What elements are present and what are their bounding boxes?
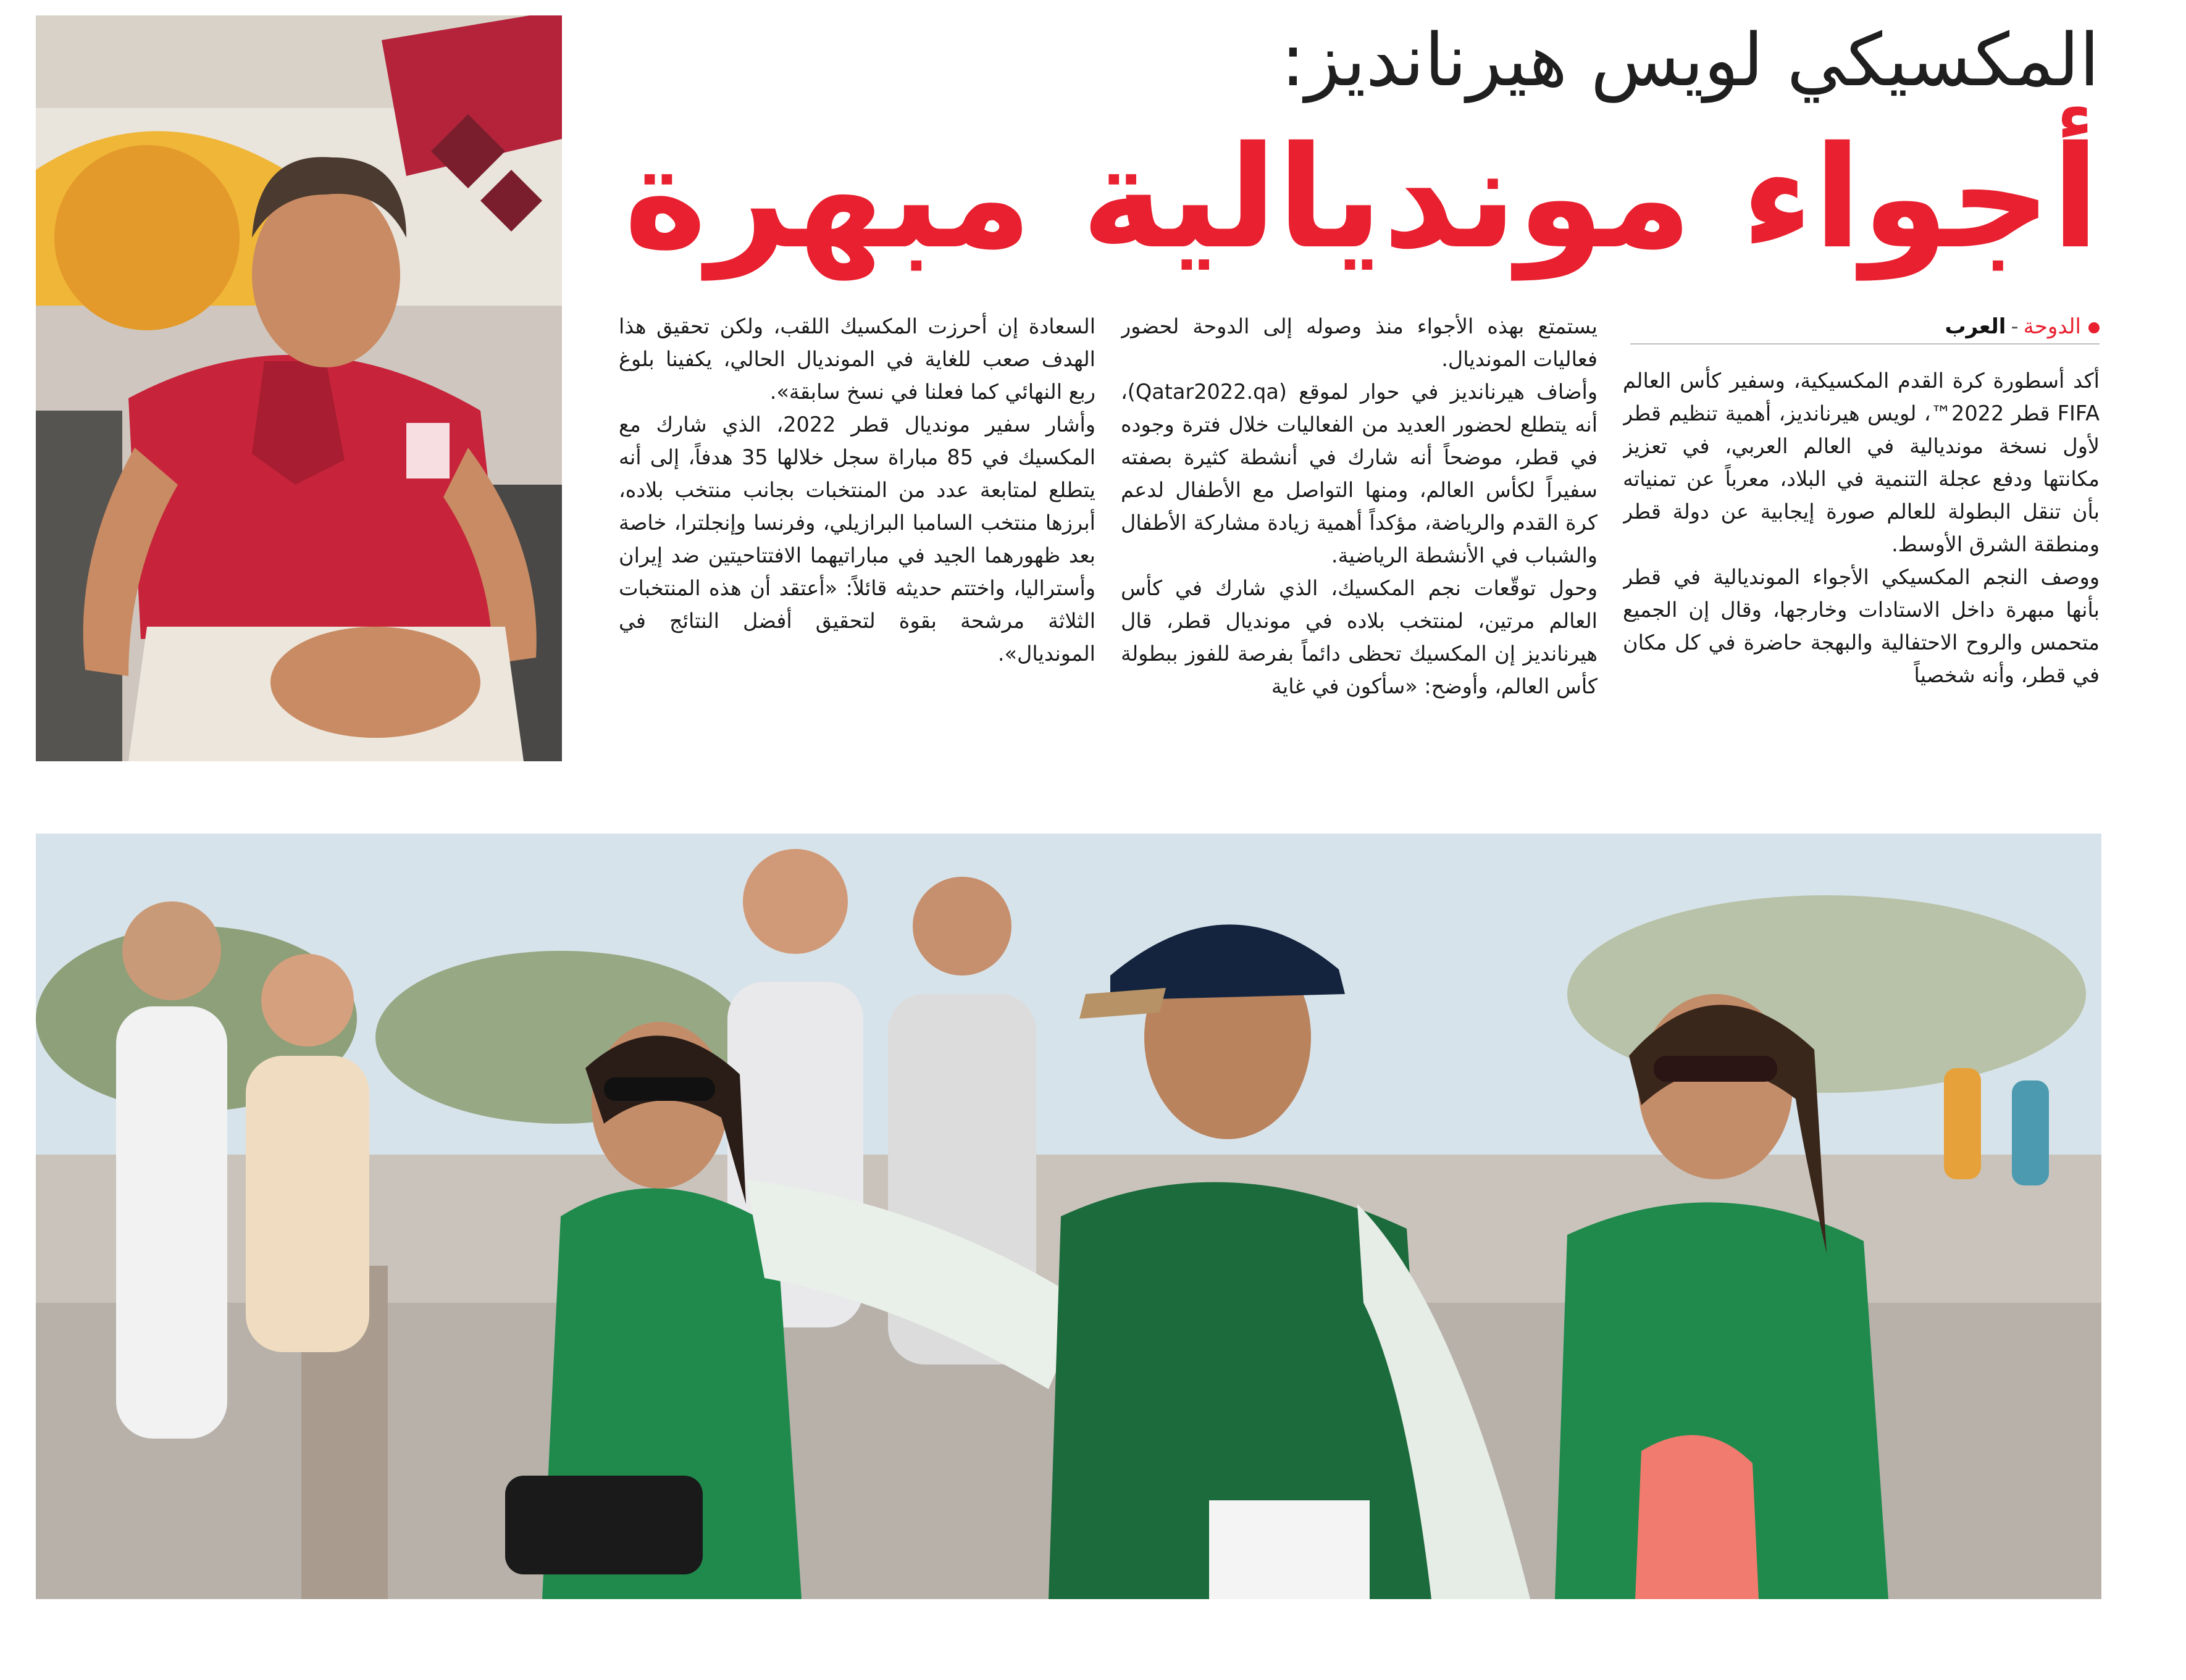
byline-separator: - bbox=[2011, 314, 2019, 339]
column-2-paragraph: وحول توقّعات نجم المكسيك، الذي شارك في كأس العالم مرتين، لمنتخب بلاده في مونديال قطر، قال هيرنانديز إن المكسيك تحظى دائماً بفرصة للفوز ببطولة كأس العالم، وأوضح: «سأكون في غاية bbox=[1121, 576, 1598, 698]
column-3-paragraph: السعادة إن أحرزت المكسيك اللقب، ولكن تحقيق هذا الهدف صعب للغاية في المونديال الحالي، يكفينا بلوغ ربع النهائي كما فعلنا في نسخ سابقة». bbox=[619, 314, 1095, 404]
article-column-1 bbox=[1623, 364, 2100, 785]
article-column-3 bbox=[619, 310, 1095, 785]
kicker-headline: المكسيكي لويس هيرنانديز: bbox=[1281, 17, 2100, 102]
fans-photo bbox=[36, 834, 2101, 1599]
byline-dot-icon bbox=[2088, 322, 2100, 333]
portrait-photo bbox=[36, 15, 562, 761]
fans-illustration bbox=[36, 834, 2101, 1599]
column-2-paragraph: يستمتع بهذه الأجواء منذ وصوله إلى الدوحة لحضور فعاليات المونديال. bbox=[1121, 314, 1598, 371]
byline-city: الدوحة bbox=[2023, 314, 2081, 339]
column-3-paragraph: وأشار سفير مونديال قطر 2022، الذي شارك مع المكسيك في 85 مباراة سجل خلالها 35 هدفاً، إلى أنه يتطلع لمتابعة عدد من المنتخبات بجانب منتخب بلاده، أبرزها منتخب السامبا البرازيلي، وفرنسا وإنجلترا، خاصة بعد ظهورهما الجيد في مباراتيهما الافتتاحيتين ضد إيران وأستراليا، واختتم حديثه قائلاً: «أعتقد أن هذه المنتخبات الثلاثة مرشحة بقوة لتحقيق أفضل النتائج في المونديال». bbox=[619, 412, 1095, 666]
column-2-paragraph: وأضاف هيرنانديز في حوار لموقع (Qatar2022.qa)، أنه يتطلع لحضور العديد من الفعاليات خلال فترة وجوده في قطر، موضحاً أنه شارك في أنشطة كثيرة بصفته سفيراً لكأس العالم، ومنها التواصل مع الأطفال لدعم كرة القدم والرياضة، مؤكداً أهمية زيادة مشاركة الأطفال والشباب في الأنشطة الرياضية. bbox=[1121, 380, 1598, 567]
column-1-paragraph: ووصف النجم المكسيكي الأجواء المونديالية في قطر بأنها مبهرة داخل الاستادات وخارجها، وقال إن الجميع متحمس والروح الاحتفالية والبهجة حاضرة في كل مكان في قطر، وأنه شخصياً bbox=[1623, 565, 2100, 687]
byline bbox=[1630, 310, 2100, 345]
portrait-illustration bbox=[36, 15, 562, 761]
article-column-2 bbox=[1121, 310, 1598, 785]
main-headline: أجواء مونديالية مبهرة bbox=[624, 115, 2100, 280]
column-1-paragraph: أكد أسطورة كرة القدم المكسيكية، وسفير كأس العالم FIFA قطر 2022™، لويس هيرنانديز، أهمية تنظيم قطر لأول نسخة مونديالية في العالم العربي، في تعزيز مكانتها ودفع عجلة التنمية في البلاد، معرباً عن تمنياته بأن تنقل البطولة للعالم صورة إيجابية عن دولة قطر ومنطقة الشرق الأوسط. bbox=[1623, 369, 2100, 556]
byline-paper-name: العرب bbox=[1945, 314, 2006, 339]
